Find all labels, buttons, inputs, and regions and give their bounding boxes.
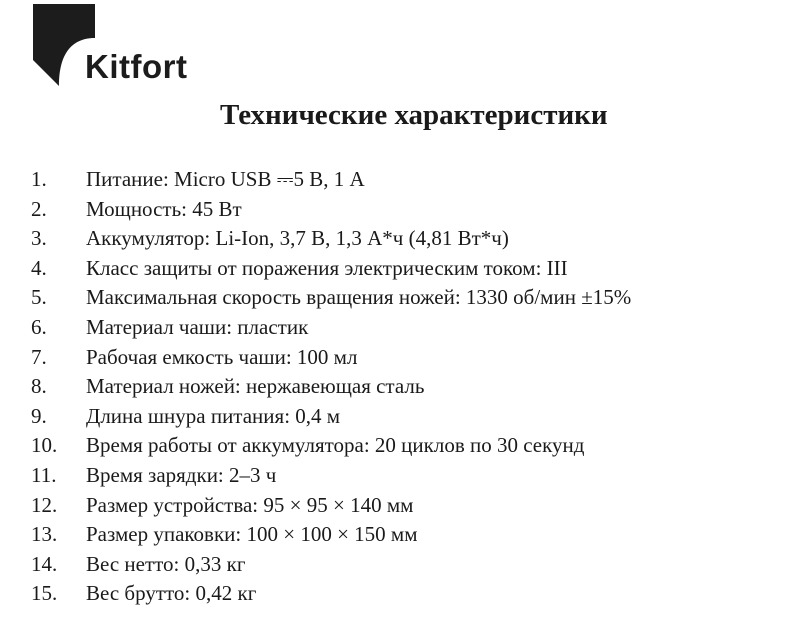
logo-wordmark: Kitfort: [85, 48, 188, 85]
spec-number: 5.: [31, 285, 47, 310]
spec-number: 10.: [31, 433, 58, 458]
kitfort-logo: [33, 4, 213, 94]
spec-text: Максимальная скорость вращения ножей: 1330 об/мин ±15%: [86, 285, 632, 310]
spec-text: Время работы от аккумулятора: 20 циклов по 30 секунд: [86, 433, 585, 458]
spec-number: 11.: [31, 462, 57, 487]
spec-number: 9.: [31, 403, 47, 428]
spec-number: 15.: [31, 581, 58, 606]
spec-text: Класс защиты от поражения электрическим током: III: [86, 255, 568, 280]
spec-text: Аккумулятор: Li-Ion, 3,7 В, 1,3 А*ч (4,81 Вт*ч): [86, 226, 509, 251]
spec-number: 7.: [31, 344, 47, 369]
spec-text: Время зарядки: 2–3 ч: [86, 462, 277, 487]
spec-text: Размер упаковки: 100 × 100 × 150 мм: [86, 522, 418, 547]
page-title: Технические характеристики: [220, 99, 608, 131]
spec-number: 6.: [31, 314, 47, 339]
spec-number: 8.: [31, 374, 47, 399]
spec-number: 2.: [31, 196, 47, 221]
spec-text: Мощность: 45 Вт: [86, 196, 242, 221]
spec-text: Рабочая емкость чаши: 100 мл: [86, 344, 358, 369]
spec-text: Длина шнура питания: 0,4 м: [86, 403, 341, 428]
spec-number: 14.: [31, 551, 58, 576]
spec-number: 4.: [31, 255, 47, 280]
spec-text: Вес брутто: 0,42 кг: [86, 581, 257, 606]
spec-number: 12.: [31, 492, 58, 517]
spec-text: Вес нетто: 0,33 кг: [86, 551, 246, 576]
spec-text: Размер устройства: 95 × 95 × 140 мм: [86, 492, 414, 517]
spec-text: Материал чаши: пластик: [86, 314, 309, 339]
spec-number: 3.: [31, 226, 47, 251]
spec-text: Материал ножей: нержавеющая сталь: [86, 374, 425, 399]
spec-number: 1.: [31, 167, 47, 191]
spec-text: Питание: Micro USB ⎓5 В, 1 А: [86, 167, 365, 191]
spec-number: 13.: [31, 522, 58, 547]
